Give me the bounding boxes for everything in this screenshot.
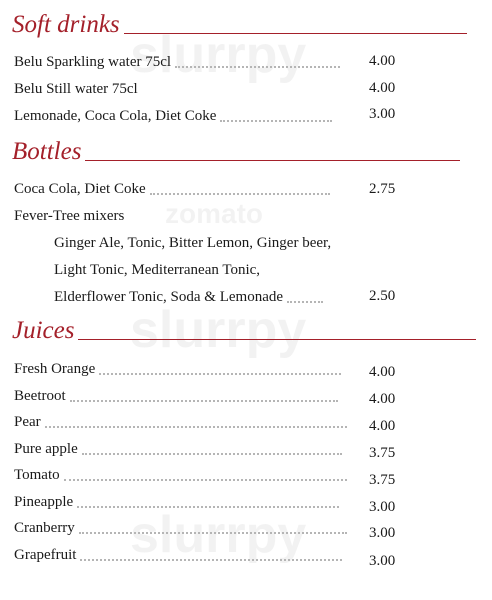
menu-item xyxy=(14,107,332,125)
item-price: 3.75 xyxy=(369,472,396,488)
menu-item-sub xyxy=(54,261,260,279)
item-name: Elderflower Tonic, Soda & Lemonade xyxy=(54,289,284,305)
dot-leader xyxy=(64,479,347,481)
section-heading-soft-drinks xyxy=(12,12,467,37)
section-title: Juices xyxy=(12,317,75,344)
item-price: 2.75 xyxy=(369,181,396,197)
heading-rule xyxy=(78,339,476,340)
item-name: Fever-Tree mixers xyxy=(14,208,125,224)
item-price: 3.00 xyxy=(369,499,396,515)
dot-leader xyxy=(70,400,338,402)
item-price: 3.00 xyxy=(369,525,396,541)
menu-item xyxy=(14,53,340,71)
item-price: 2.50 xyxy=(369,288,396,304)
dot-leader xyxy=(80,559,342,561)
heading-rule xyxy=(124,33,467,34)
menu-item xyxy=(14,180,330,198)
item-name: Light Tonic, Mediterranean Tonic, xyxy=(54,262,261,278)
item-price: 3.00 xyxy=(369,553,396,569)
item-name: Fresh Orange xyxy=(14,361,96,377)
item-price: 4.00 xyxy=(369,80,396,96)
item-price: 4.00 xyxy=(369,53,396,69)
menu-item xyxy=(14,413,347,431)
dot-leader xyxy=(150,193,330,195)
section-title: Soft drinks xyxy=(12,11,120,38)
section-title: Bottles xyxy=(12,138,82,165)
item-name: Grapefruit xyxy=(14,547,77,563)
watermark-slurrpy-mid: slurrpy xyxy=(130,301,307,359)
dot-leader xyxy=(220,120,332,122)
watermark-slurrpy-top: slurrpy xyxy=(130,26,307,84)
watermark-zomato: zomato xyxy=(165,198,263,229)
dot-leader xyxy=(99,373,341,375)
item-price: 4.00 xyxy=(369,391,396,407)
dot-leader xyxy=(287,301,323,303)
heading-rule xyxy=(85,160,460,161)
menu-item xyxy=(14,519,347,537)
dot-leader xyxy=(79,532,347,534)
dot-leader xyxy=(175,66,340,68)
item-name: Lemonade, Coca Cola, Diet Coke xyxy=(14,108,217,124)
item-price: 3.75 xyxy=(369,445,396,461)
item-name: Beetroot xyxy=(14,388,66,404)
item-name: Pineapple xyxy=(14,494,74,510)
item-price: 3.00 xyxy=(369,106,396,122)
item-price: 4.00 xyxy=(369,364,396,380)
item-name: Cranberry xyxy=(14,520,75,536)
item-name: Ginger Ale, Tonic, Bitter Lemon, Ginger beer, xyxy=(54,235,332,251)
menu-item-sub xyxy=(54,234,331,252)
menu-item xyxy=(14,440,342,458)
item-name: Tomato xyxy=(14,467,60,483)
item-name: Belu Still water 75cl xyxy=(14,81,138,97)
menu-item xyxy=(14,80,138,98)
menu-item xyxy=(14,207,124,225)
item-name: Pure apple xyxy=(14,441,78,457)
item-name: Pear xyxy=(14,414,41,430)
menu-item xyxy=(14,493,339,511)
dot-leader xyxy=(82,453,342,455)
section-heading-bottles xyxy=(12,139,460,164)
menu-item xyxy=(14,466,347,484)
item-price: 4.00 xyxy=(369,418,396,434)
section-heading-juices xyxy=(12,318,476,343)
watermark-slurrpy-bottom: slurrpy xyxy=(130,506,307,564)
dot-leader xyxy=(77,506,339,508)
menu-item xyxy=(14,387,338,405)
menu-item xyxy=(14,360,341,378)
item-name: Belu Sparkling water 75cl xyxy=(14,54,172,70)
menu-item xyxy=(14,546,342,564)
item-name: Coca Cola, Diet Coke xyxy=(14,181,146,197)
dot-leader xyxy=(45,426,347,428)
menu-item-sub xyxy=(54,288,323,306)
